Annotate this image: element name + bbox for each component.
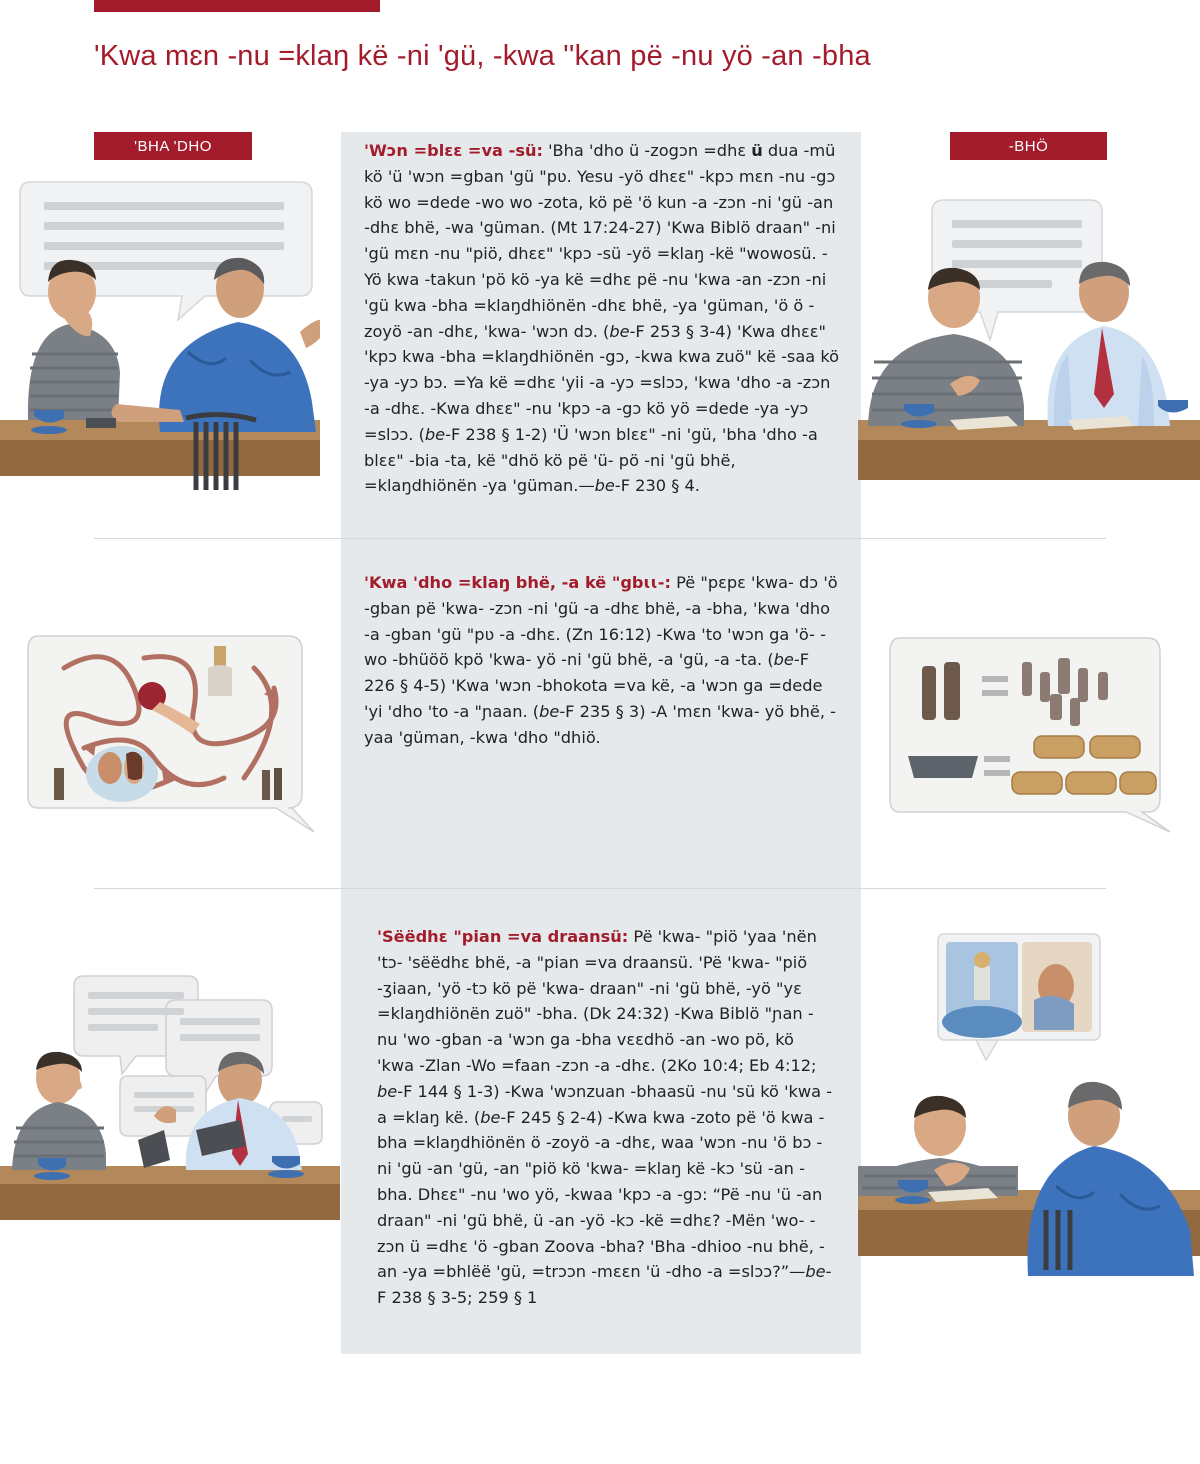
page-title: 'Kwa mɛn -nu =klaŋ kë -ni 'gü, -kwa ''kan pë -nu yö -an -bha bbox=[94, 40, 871, 72]
text-run: be bbox=[480, 1107, 501, 1127]
text-run: Pë "pɛpɛ 'kwa- dɔ 'ö -gban pë 'kwa- -zɔn -ni 'gü -a -dhɛ bhë, -a -bha, 'kwa 'dho -a -gban 'gü "pʋ -a -dhɛ. (Zn 16:12) -Kwa 'to 'wɔn ga 'ö- -wo -bhüöö kpö 'kwa- yö -ni 'gü bhë, -a 'gü, -a -ta. ( bbox=[364, 573, 838, 670]
top-accent-bar bbox=[94, 0, 380, 12]
text-run: 'Bha 'dho ü -zogɔn =dhɛ bbox=[542, 141, 752, 160]
illustration-conversation-friendly bbox=[858, 194, 1200, 494]
text-run: -F 238 § 3-5; 259 § 1 bbox=[377, 1262, 832, 1308]
section-divider-1 bbox=[94, 538, 1106, 539]
section-2-body bbox=[364, 573, 838, 747]
section-1-heading: 'Wɔn =blɛɛ =va -sü: bbox=[364, 141, 543, 160]
illustration-heartfelt-response bbox=[858, 930, 1200, 1276]
text-run: be bbox=[609, 321, 630, 341]
section-3-text bbox=[377, 924, 833, 1311]
label-right: -BHÖ bbox=[950, 132, 1107, 160]
illustration-simple-analogy bbox=[886, 632, 1176, 834]
illustration-tangled-topics bbox=[24, 628, 320, 834]
section-3-body bbox=[377, 927, 832, 1307]
illustration-conversation-listening bbox=[0, 172, 320, 497]
text-run: be bbox=[424, 424, 446, 444]
section-2-heading: 'Kwa 'dho =klaŋ bhë, -a kë "gbɩɩ-: bbox=[364, 573, 671, 592]
text-run: be bbox=[539, 701, 560, 721]
text-run: -F 235 § 3) -A 'mɛn 'kwa- yö bhë, -yaa 'güman, -kwa 'dho "dhiö. bbox=[364, 701, 836, 747]
section-1-text bbox=[364, 138, 840, 499]
text-run: be bbox=[594, 476, 615, 496]
text-run: -F 253 § 3-4) 'Kwa dhɛɛ" 'kpɔ kwa -bha =klaŋdhiönën -gɔ, -kwa kwa zuö" kë -saa kö -ya -yɔ bɔ. =Ya kë =dhɛ 'yii -a -yɔ =slɔɔ, 'kwa 'dho -a -zɔn -a -dhɛ. -Kwa dhɛɛ" -nu 'kpɔ -a -gɔ kö yö =dede -ya -yɔ =slɔɔ. ( bbox=[364, 321, 840, 444]
text-run: ü bbox=[751, 141, 763, 160]
label-left: 'BHA 'DHO bbox=[94, 132, 252, 160]
text-run: dua -mü kö 'ü 'wɔn =gban 'gü "pʋ. Yesu -yö dhɛɛ" -kpɔ mɛn -nu -gɔ kö wo =dede -wo wo -zota, kö pë 'ö kun -a -zɔn -ni 'gü -an -dhɛ bhë, -wa 'güman. (Mt 17:24-27) 'Kwa Biblö draan" -ni 'gü mɛn -nu "piö, dhɛɛ" 'kpɔ -sü -yö =klaŋ -kë "wowosü. -Yö kwa -takun 'pö kö -ya kë =dhɛ pë -nu 'kwa -an -zɔn -ni 'gü kwa -bha =klaŋdhiönën -dhɛ bhë, -ya 'güman, 'ö ö -zoyö -an -dhɛ, 'kwa- 'wɔn dɔ. ( bbox=[364, 141, 836, 341]
text-run: -F 226 § 4-5) 'Kwa 'wɔn -bhokota =va kë, -a 'wɔn ga =dede 'yi 'dho 'to -a "ɲaan. ( bbox=[364, 650, 823, 721]
text-run: Pë 'kwa- "piö 'yaa 'nën 'tɔ- 'sëëdhɛ bhë, -a "pian =va draansü. 'Pë 'kwa- "piö -ʒiaan, 'yö -tɔ kö pë 'kwa- draan" -ni 'gü bhë, -yö "yɛ =klaŋdhiönën zuö" -bha. (Dk 24:32) -Kwa Biblö "ɲan -nu 'wo -gban -a 'wɔn ga -bha vɛɛdhö -an -wo pö, kö 'kwa -Zlan -Wo =faan -zɔn -a -dhɛ. (2Ko 10:4; Eb 4:12; bbox=[377, 927, 817, 1075]
section-3-heading: 'Sëëdhɛ "pian =va draansü: bbox=[377, 927, 629, 946]
section-2-text bbox=[364, 570, 840, 751]
text-run: -F 230 § 4. bbox=[614, 476, 700, 496]
text-run: -F 238 § 1-2) 'Ü 'wɔn blɛɛ" -ni 'gü, 'bha 'dho -a blɛɛ" -bia -ta, kë "dhö kö pë 'ü- pö -ni 'gü bhë, =klaŋdhiönën -ya 'güman.— bbox=[364, 424, 818, 496]
text-run: be bbox=[377, 1081, 398, 1101]
section-divider-2 bbox=[94, 888, 1106, 889]
illustration-reasoning-scriptures bbox=[0, 970, 340, 1238]
text-run: -F 245 § 2-4) -Kwa kwa -zoto pë 'ö kwa -bha =klaŋdhiönën ö -zoyö -a -dhɛ, waa 'wɔn -nu 'ö bɔ -ni 'gü -an 'gü, -an "piö kö 'kwa- =klaŋ kë -kɔ 'sü -an -bha. Dhɛɛ" -nu 'wo yö, -kwaa 'kpɔ -a -gɔ: “Pë -nu 'ü -an draan" -ni 'gü bhë, ü -an -yö -kɔ -kë =dhɛ? -Mën 'wo- -zɔn ü =dhɛ 'ö -gban Zoova -bha? 'Bha -dhioo -nu bhë, -an -ya =bhlëë 'gü, =trɔɔn -mɛɛn 'ü -dho -a =slɔɔ?”— bbox=[377, 1107, 825, 1282]
section-1-body bbox=[364, 141, 839, 495]
text-run: -F 144 § 1-3) -Kwa 'wɔnzuan -bhaasü -nu 'sü kö 'kwa -a =klaŋ kë. ( bbox=[377, 1081, 833, 1127]
text-run: be bbox=[773, 650, 794, 670]
text-run: be bbox=[805, 1262, 826, 1282]
